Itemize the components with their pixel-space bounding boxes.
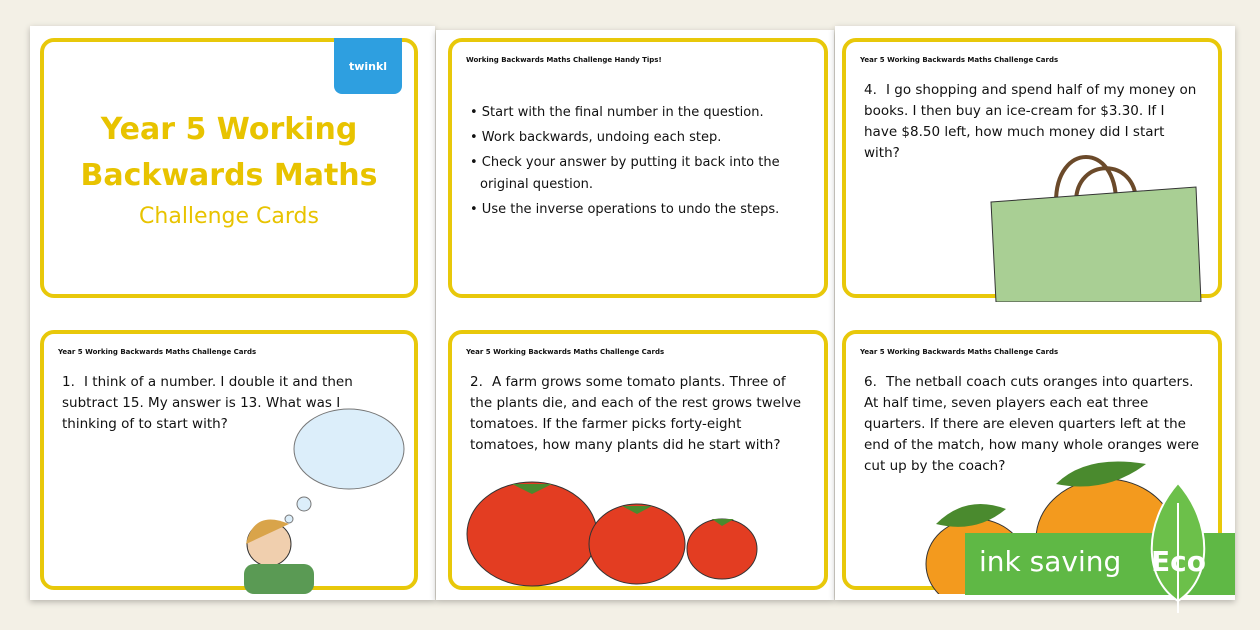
ink-saving-eco-badge — [965, 533, 1235, 595]
cover-title-line1: Year 5 Working — [100, 112, 358, 147]
tip-item: • Start with the final number in the question. — [470, 105, 764, 120]
card-header: Working Backwards Maths Challenge Handy Tips! — [466, 56, 662, 64]
leaf-icon — [1143, 483, 1213, 613]
ink-saving-label: ink saving — [979, 545, 1122, 578]
question-text: A farm grows some tomato plants. Three of the plants die, and each of the rest grows twelve tomatoes. If the farmer picks forty-eight tomatoes, how many plants did he start with? — [470, 374, 802, 453]
card-header: Year 5 Working Backwards Maths Challenge Cards — [58, 348, 257, 356]
question-number: 4. — [864, 82, 877, 98]
tip-item: • Use the inverse operations to undo the steps. — [470, 202, 780, 217]
question-text: The netball coach cuts oranges into quarters. At half time, seven players each eat three quarters. If there are eleven quarters left at the end of the match, how many whole oranges were cut up by the coach? — [864, 374, 1200, 474]
challenge-card-4 — [842, 38, 1222, 298]
tips-card — [448, 38, 828, 298]
thinking-girl-image — [234, 404, 414, 594]
card-header: Year 5 Working Backwards Maths Challenge Cards — [860, 56, 1059, 64]
tip-item: • Check your answer by putting it back into the original question. — [470, 155, 780, 192]
card-header: Year 5 Working Backwards Maths Challenge Cards — [860, 348, 1059, 356]
shopping-bag-image — [986, 142, 1216, 302]
challenge-card-1 — [40, 330, 418, 590]
twinkl-logo: twinkl — [334, 38, 402, 94]
question-number: 2. — [470, 374, 483, 390]
cover-card — [40, 38, 418, 298]
tip-item: • Work backwards, undoing each step. — [470, 130, 722, 145]
tips-list — [470, 102, 806, 224]
question-text: I go shopping and spend half of my money on books. I then buy an ice-cream for $3.30. If I have $8.50 left, how much money did I start with? — [864, 82, 1197, 161]
cover-subtitle: Challenge Cards — [139, 204, 319, 229]
card-header: Year 5 Working Backwards Maths Challenge Cards — [466, 348, 665, 356]
challenge-card-2 — [448, 330, 828, 590]
tomatoes-image — [462, 464, 762, 589]
question-text: I think of a number. I double it and then subtract 15. My answer is 13. What was I thinking of to start with? — [62, 374, 353, 432]
question-number: 1. — [62, 374, 75, 390]
question — [470, 372, 806, 456]
question-number: 6. — [864, 374, 877, 390]
cover-title-line2: Backwards Maths — [80, 158, 378, 193]
eco-label: Eco — [1151, 545, 1206, 578]
